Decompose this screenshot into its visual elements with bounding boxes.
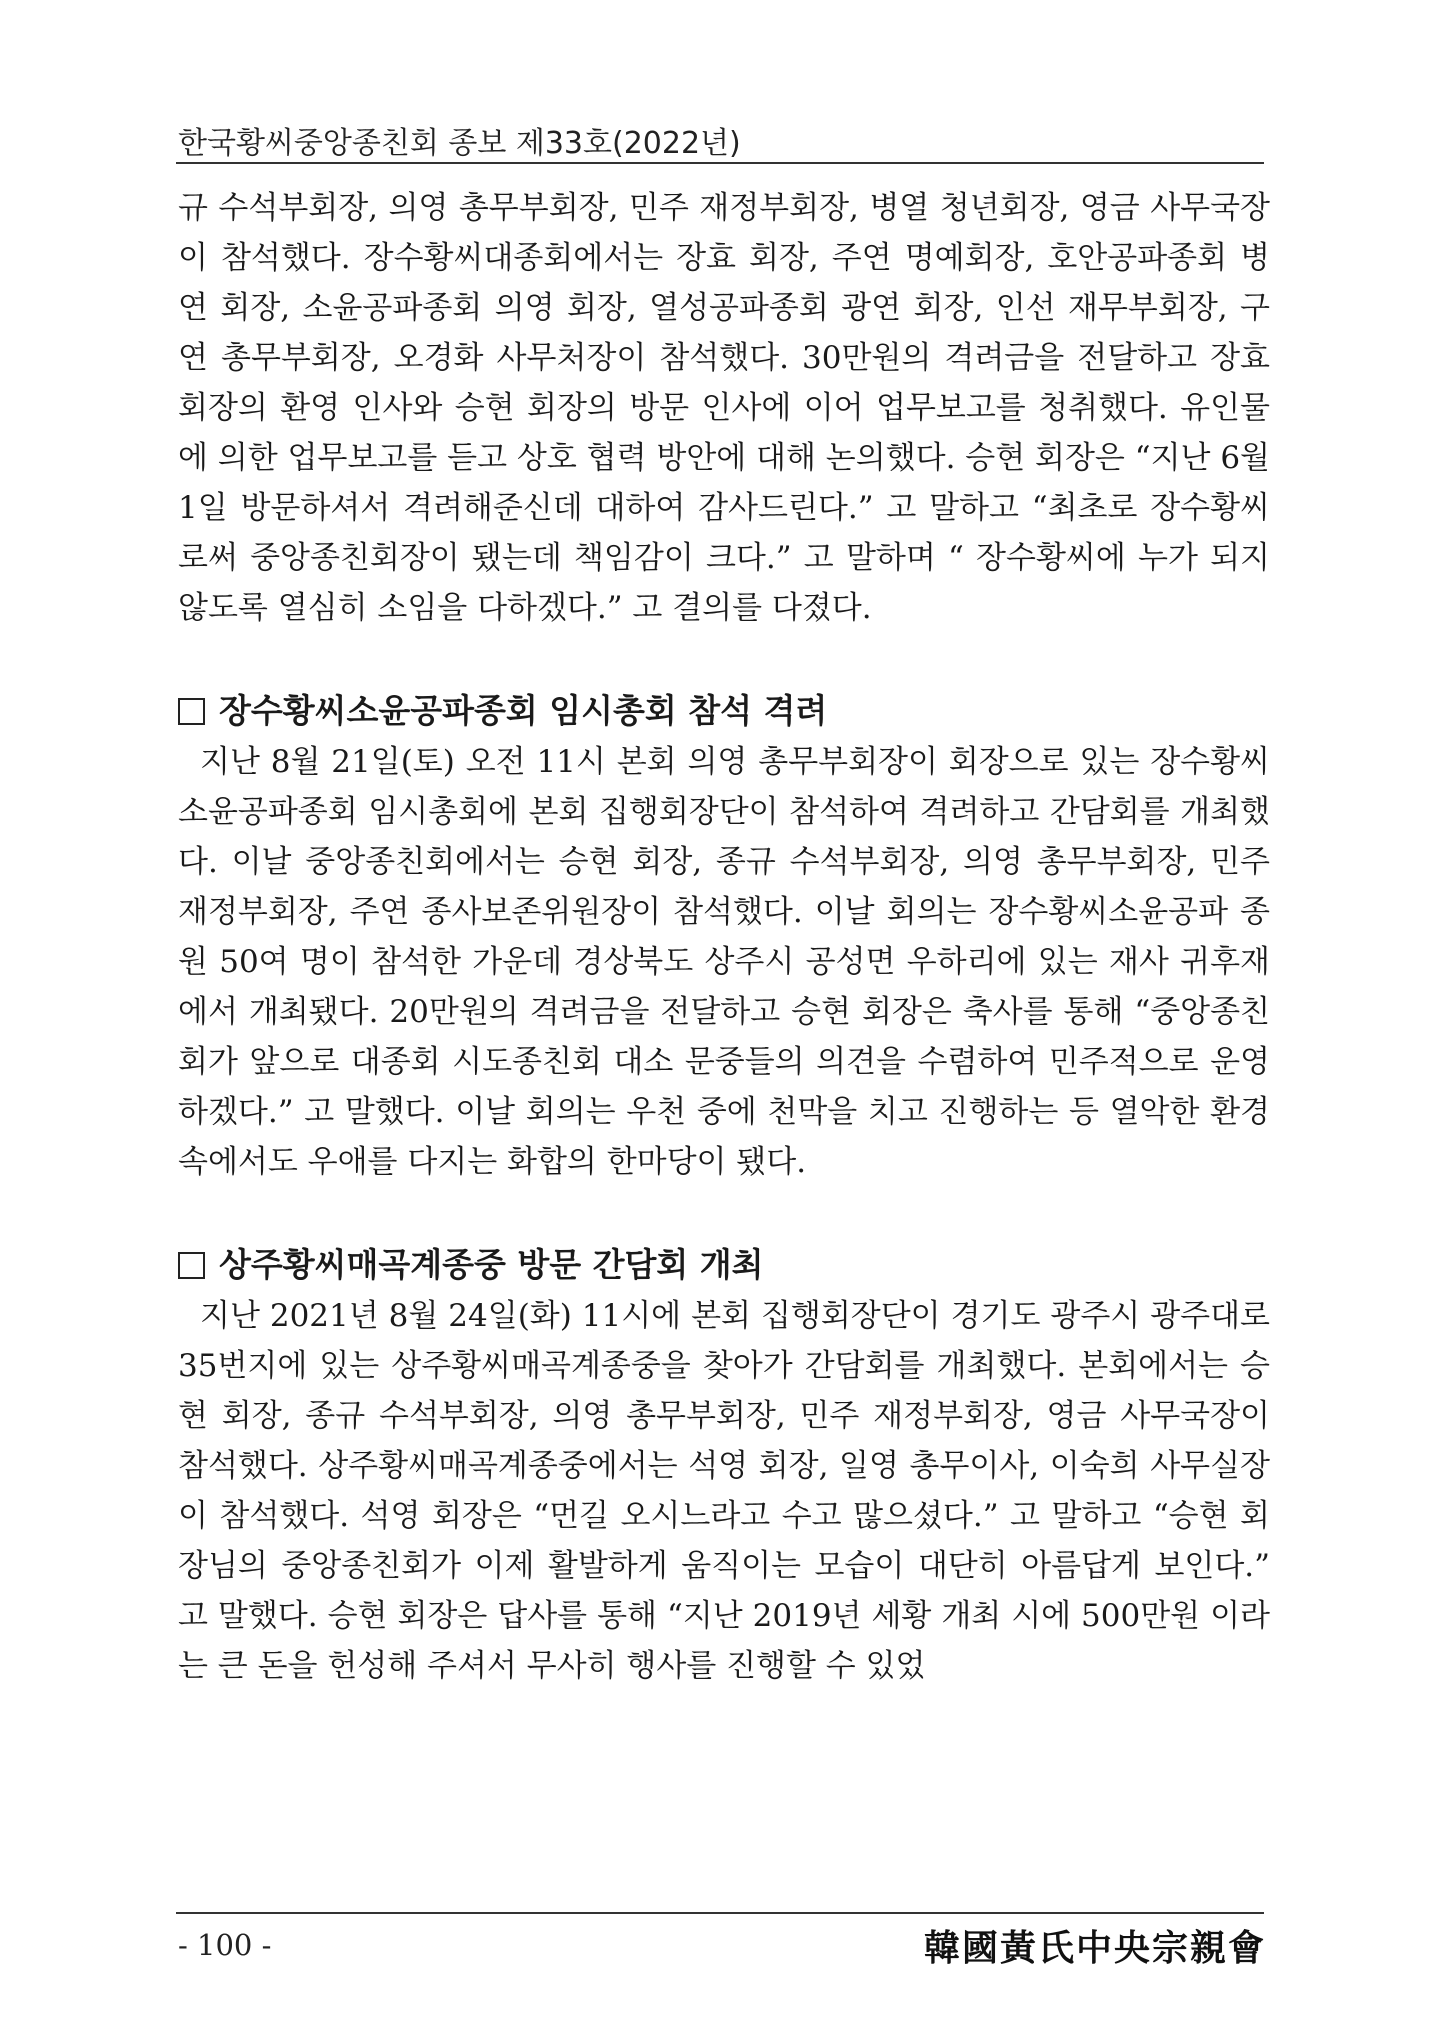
publisher-logo: 韓國黃氏中央宗親會 bbox=[923, 1927, 1266, 1969]
section-paragraph-soyun: 지난 8월 21일(토) 오전 11시 본회 의영 총무부회장이 회장으로 있는 장수황씨소윤공파종회 임시총회에 본회 집행회장단이 참석하여 격려하고 간담회를 개최했다. 이날 중앙종친회에서는 승현 회장, 종규 수석부회장, 의영 총무부회장, 민주 재정부회장, 주연 종사보존위원장이 참석했다. 이날 회의는 장수황씨소윤공파 종원 50여 명이 참석한 가운데 경상북도 상주시 공성면 우하리에 있는 재사 귀후재에서 개최됐다. 20만원의 격려금을 전달하고 승현 회장은 축사를 통해 “중앙종친회가 앞으로 대종회 시도종친회 대소 문중들의 의견을 수렴하여 민주적으로 운영하겠다.” 고 말했다. 이날 회의는 우천 중에 천막을 치고 진행하는 등 열악한 환경 속에서도 우애를 다지는 화합의 한마당이 됐다. bbox=[178, 744, 1270, 1180]
checkbox-bullet-icon bbox=[178, 1252, 205, 1279]
header-divider bbox=[176, 162, 1264, 164]
checkbox-bullet-icon bbox=[178, 698, 205, 725]
section-paragraph-maegok: 지난 2021년 8월 24일(화) 11시에 본회 집행회장단이 경기도 광주시 광주대로 35번지에 있는 상주황씨매곡계종중을 찾아가 간담회를 개최했다. 본회에서는 승현 회장, 종규 수석부회장, 의영 총무부회장, 민주 재정부회장, 영금 사무국장이 참석했다. 상주황씨매곡계종중에서는 석영 회장, 일영 총무이사, 이숙희 사무실장이 참석했다. 석영 회장은 “먼길 오시느라고 수고 많으셨다.” 고 말하고 “승현 회장님의 중앙종친회가 이제 활발하게 움직이는 모습이 대단히 아름답게 보인다.” 고 말했다. 승현 회장은 답사를 통해 “지난 2019년 세황 개최 시에 500만원 이라는 큰 돈을 헌성해 주셔서 무사히 행사를 진행할 수 있었 bbox=[178, 1298, 1270, 1684]
footer-divider bbox=[176, 1912, 1264, 1914]
article-body bbox=[178, 183, 1270, 1691]
running-header: 한국황씨중앙종친회 종보 제33호(2022년) bbox=[178, 126, 741, 161]
section-heading-maegok bbox=[178, 1239, 1270, 1291]
section-heading-soyun bbox=[178, 685, 1270, 737]
intro-paragraph: 규 수석부회장, 의영 총무부회장, 민주 재정부회장, 병열 청년회장, 영금 사무국장이 참석했다. 장수황씨대종회에서는 장효 회장, 주연 명예회장, 호안공파종회 병연 회장, 소윤공파종회 의영 회장, 열성공파종회 광연 회장, 인선 재무부회장, 구연 총무부회장, 오경화 사무처장이 참석했다. 30만원의 격려금을 전달하고 장효 회장의 환영 인사와 승현 회장의 방문 인사에 이어 업무보고를 청취했다. 유인물에 의한 업무보고를 듣고 상호 협력 방안에 대해 논의했다. 승현 회장은 “지난 6월 1일 방문하셔서 격려해준신데 대하여 감사드린다.” 고 말하고 “최초로 장수황씨로써 중앙종친회장이 됐는데 책임감이 크다.” 고 말하며 “ 장수황씨에 누가 되지 않도록 열심히 소임을 다하겠다.” 고 결의를 다졌다. bbox=[178, 190, 1270, 626]
page-number: - 100 - bbox=[178, 1928, 272, 1962]
section-heading-text: 장수황씨소윤공파종회 임시총회 참석 격려 bbox=[219, 691, 828, 730]
section-heading-text: 상주황씨매곡계종중 방문 간담회 개최 bbox=[219, 1245, 764, 1284]
